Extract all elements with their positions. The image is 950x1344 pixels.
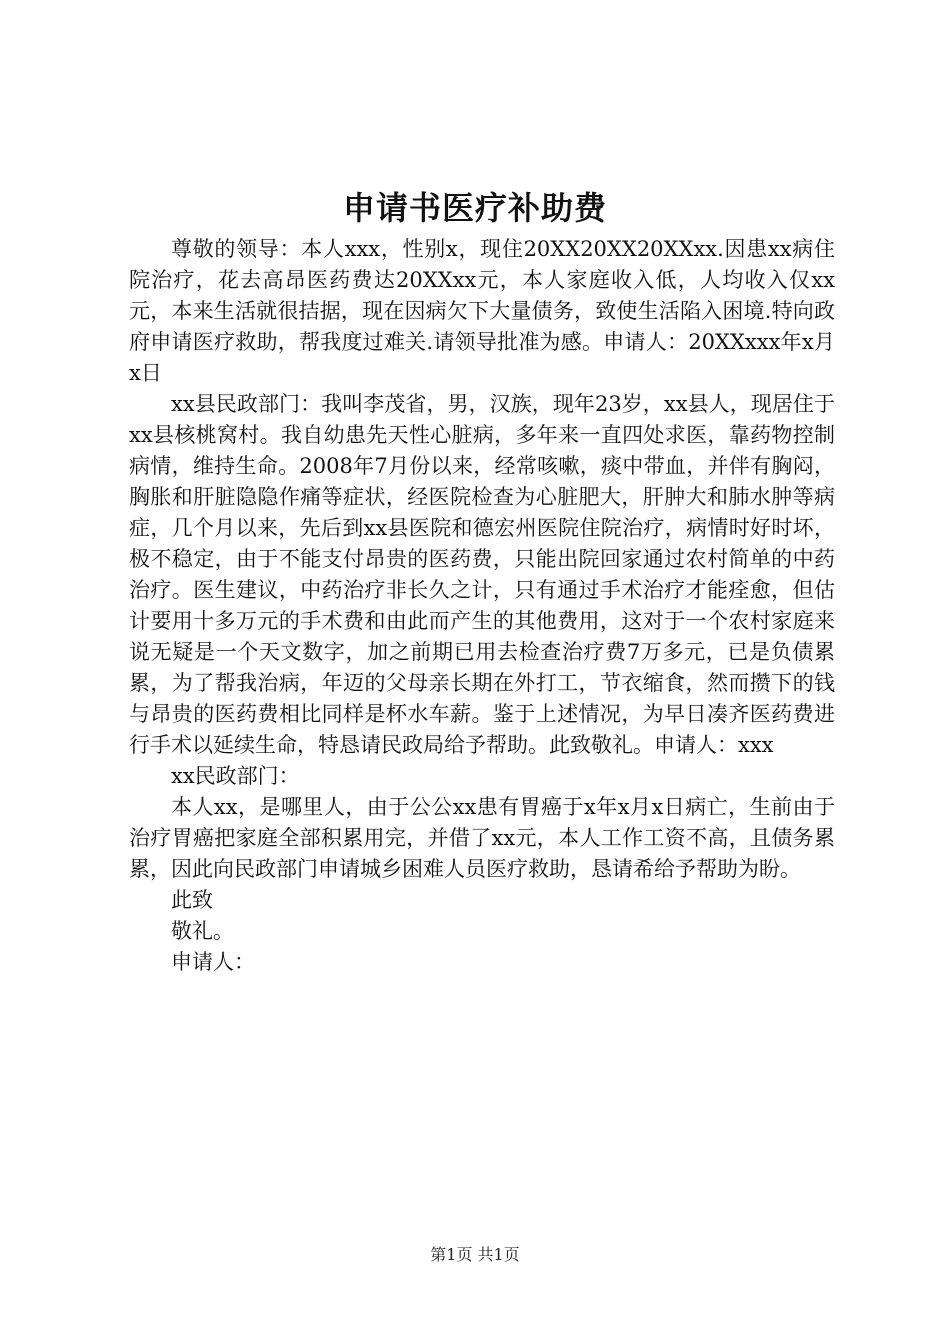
paragraph-application-1: 尊敬的领导：本人xxx，性别x，现住20XX20XX20XXxx.因患xx病住院治疗，花去高昂医药费达20XXxx元，本人家庭收入低，人均收入仅xx元，本来生活就很拮据，现在因病欠下大量债务，致使生活陷入困境.特向政府申请医疗救助，帮我度过难关.请领导批准为感。申请人：20XXxxx年x月x日	[129, 237, 835, 385]
page-footer: 第1页 共1页	[430, 1245, 520, 1264]
paragraph-salutation: xx民政部门：	[171, 764, 300, 788]
paragraph-application-3: 本人xx，是哪里人，由于公公xx患有胃癌于x年x月x日病亡，生前由于治疗胃癌把家庭全部积累用完，并借了xx元，本人工作工资不高，且债务累累，因此向民政部门申请城乡困难人员医疗救助，恳请希给予帮助为盼。	[129, 795, 835, 881]
closing-cizhi: 此致	[171, 888, 213, 912]
document-title: 申请书医疗补助费	[342, 189, 607, 227]
closing-jingli: 敬礼。	[171, 919, 234, 943]
paragraph-application-2: xx县民政部门：我叫李茂省，男，汉族，现年23岁，xx县人，现居住于xx县核桃窝村。我自幼患先天性心脏病，多年来一直四处求医，靠药物控制病情，维持生命。2008年7月份以来，经常咳嗽，痰中带血，并伴有胸闷，胸胀和肝脏隐隐作痛等症状，经医院检查为心脏肥大，肝肿大和肺水肿等病症，几个月以来，先后到xx县医院和德宏州医院住院治疗，病情时好时坏，极不稳定，由于不能支付昂贵的医药费，只能出院回家通过农村简单的中药治疗。医生建议，中药治疗非长久之计，只有通过手术治疗才能痊愈，但估计要用十多万元的手术费和由此而产生的其他费用，这对于一个农村家庭来说无疑是一个天文数字，加之前期已用去检查治疗费7万多元，已是负债累累，为了帮我治病，年迈的父母亲长期在外打工，节衣缩食，然而攒下的钱与昂贵的医药费相比同样是杯水车薪。鉴于上述情况，为早日凑齐医药费进行手术以延续生命，特恳请民政局给予帮助。此致敬礼。申请人：xxx	[129, 392, 835, 757]
signature-applicant: 申请人：	[171, 950, 255, 974]
document-body	[129, 234, 835, 978]
